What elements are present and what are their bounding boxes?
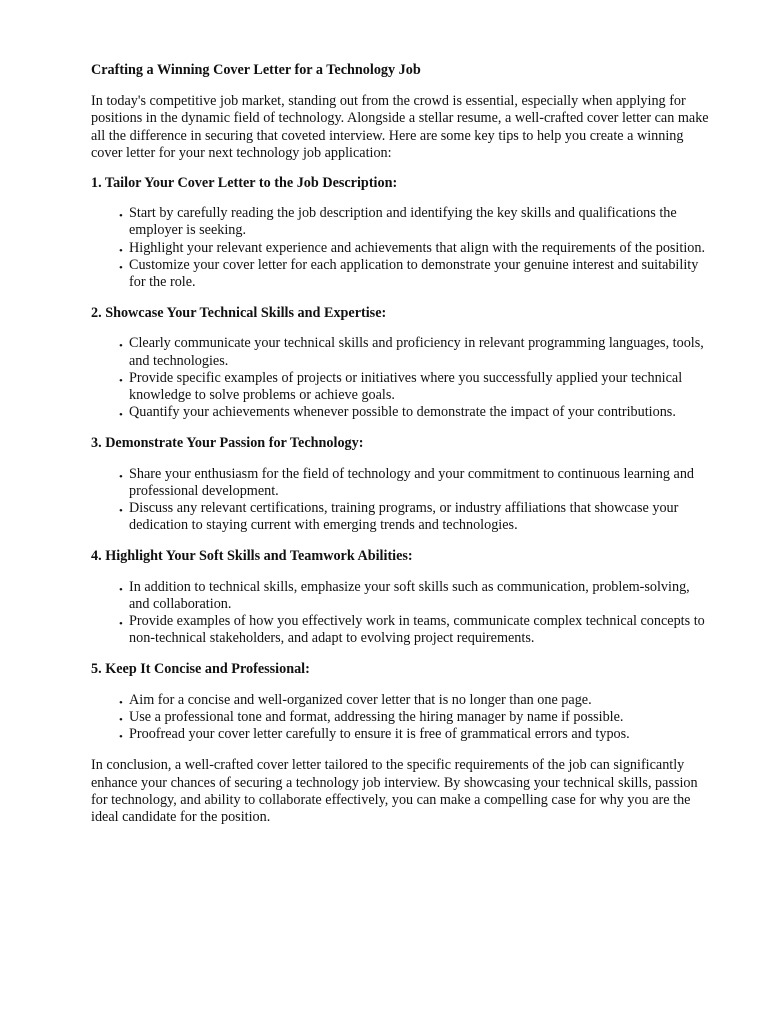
bullet-icon: • <box>119 470 123 483</box>
bullet-text: Provide specific examples of projects or initiatives where you successfully applied your technical knowledge to solve problems or achieve goals. <box>129 369 683 404</box>
bullet-item <box>119 692 711 709</box>
bullet-icon: • <box>119 244 123 257</box>
bullet-text: Share your enthusiasm for the field of technology and your commitment to continuous learning and professional development. <box>129 465 695 499</box>
bullet-text: Highlight your relevant experience and achievements that align with the requirements of the position. <box>129 239 705 256</box>
document-title: Crafting a Winning Cover Letter for a Technology Job <box>91 62 421 78</box>
bullet-icon: • <box>119 210 123 223</box>
section-heading: 5. Keep It Concise and Professional: <box>91 661 310 678</box>
section <box>91 548 711 647</box>
bullet-icon: • <box>119 340 123 353</box>
bullet-item <box>119 466 711 500</box>
bullet-item <box>119 257 711 291</box>
bullet-item <box>119 404 711 421</box>
bullet-icon: • <box>119 505 123 518</box>
bullet-icon: • <box>119 374 123 387</box>
bullet-item <box>119 613 711 647</box>
document-body <box>91 62 711 826</box>
bullet-icon: • <box>119 696 123 709</box>
bullet-text: Clearly communicate your technical skills and proficiency in relevant programming languages, tools, and technologies. <box>129 335 704 369</box>
bullet-list <box>91 205 711 291</box>
bullet-icon: • <box>119 409 123 422</box>
bullet-icon: • <box>119 583 123 596</box>
bullet-text: Aim for a concise and well-organized cover letter that is no longer than one page. <box>129 691 592 708</box>
section <box>91 175 711 291</box>
section-heading: 3. Demonstrate Your Passion for Technology: <box>91 435 364 452</box>
bullet-list <box>91 335 711 421</box>
bullet-item <box>119 500 711 534</box>
bullet-item <box>119 709 711 726</box>
section <box>91 661 711 743</box>
bullet-item <box>119 726 711 743</box>
section-heading: 1. Tailor Your Cover Letter to the Job Description: <box>91 175 398 192</box>
section <box>91 305 711 421</box>
intro-paragraph: In today's competitive job market, standing out from the crowd is essential, especially when applying for positions in the dynamic field of technology. Alongside a stellar resume, a well-crafted cover letter can make all the difference in securing that coveted interview. Here are some key tips to help you create a winning cover letter for your next technology job application: <box>91 93 709 161</box>
bullet-icon: • <box>119 618 123 631</box>
bullet-list <box>91 579 711 648</box>
conclusion-paragraph: In conclusion, a well-crafted cover letter tailored to the specific requirements of the job can significantly enhance your chances of securing a technology job interview. By showcasing your technical skills, passion for technology, and ability to collaborate effectively, you can make a compelling case for why you are the ideal candidate for the position. <box>91 757 698 825</box>
bullet-text: Customize your cover letter for each application to demonstrate your genuine interest and suitability for the role. <box>129 256 699 291</box>
bullet-icon: • <box>119 261 123 274</box>
bullet-text: Provide examples of how you effectively work in teams, communicate complex technical concepts to non-technical stakeholders, and adapt to evolving project requirements. <box>129 613 705 647</box>
bullet-icon: • <box>119 713 123 726</box>
section-heading: 4. Highlight Your Soft Skills and Teamwork Abilities: <box>91 548 413 565</box>
bullet-text: Use a professional tone and format, addressing the hiring manager by name if possible. <box>129 708 624 725</box>
bullet-item <box>119 240 711 257</box>
bullet-item <box>119 205 711 239</box>
bullet-item <box>119 335 711 369</box>
bullet-text: Proofread your cover letter carefully to ensure it is free of grammatical errors and typos. <box>129 726 630 743</box>
bullet-item <box>119 579 711 613</box>
bullet-icon: • <box>119 731 123 744</box>
bullet-text: Start by carefully reading the job description and identifying the key skills and qualifications the employer is seeking. <box>129 205 677 239</box>
bullet-item <box>119 370 711 404</box>
bullet-list <box>91 466 711 535</box>
bullet-text: In addition to technical skills, emphasize your soft skills such as communication, problem-solving, and collaboration. <box>129 578 690 612</box>
bullet-text: Quantify your achievements whenever possible to demonstrate the impact of your contributions. <box>129 404 676 421</box>
bullet-text: Discuss any relevant certifications, training programs, or industry affiliations that showcase your dedication to staying current with emerging trends and technologies. <box>129 500 679 534</box>
section <box>91 435 711 534</box>
section-heading: 2. Showcase Your Technical Skills and Expertise: <box>91 305 387 322</box>
bullet-list <box>91 692 711 744</box>
